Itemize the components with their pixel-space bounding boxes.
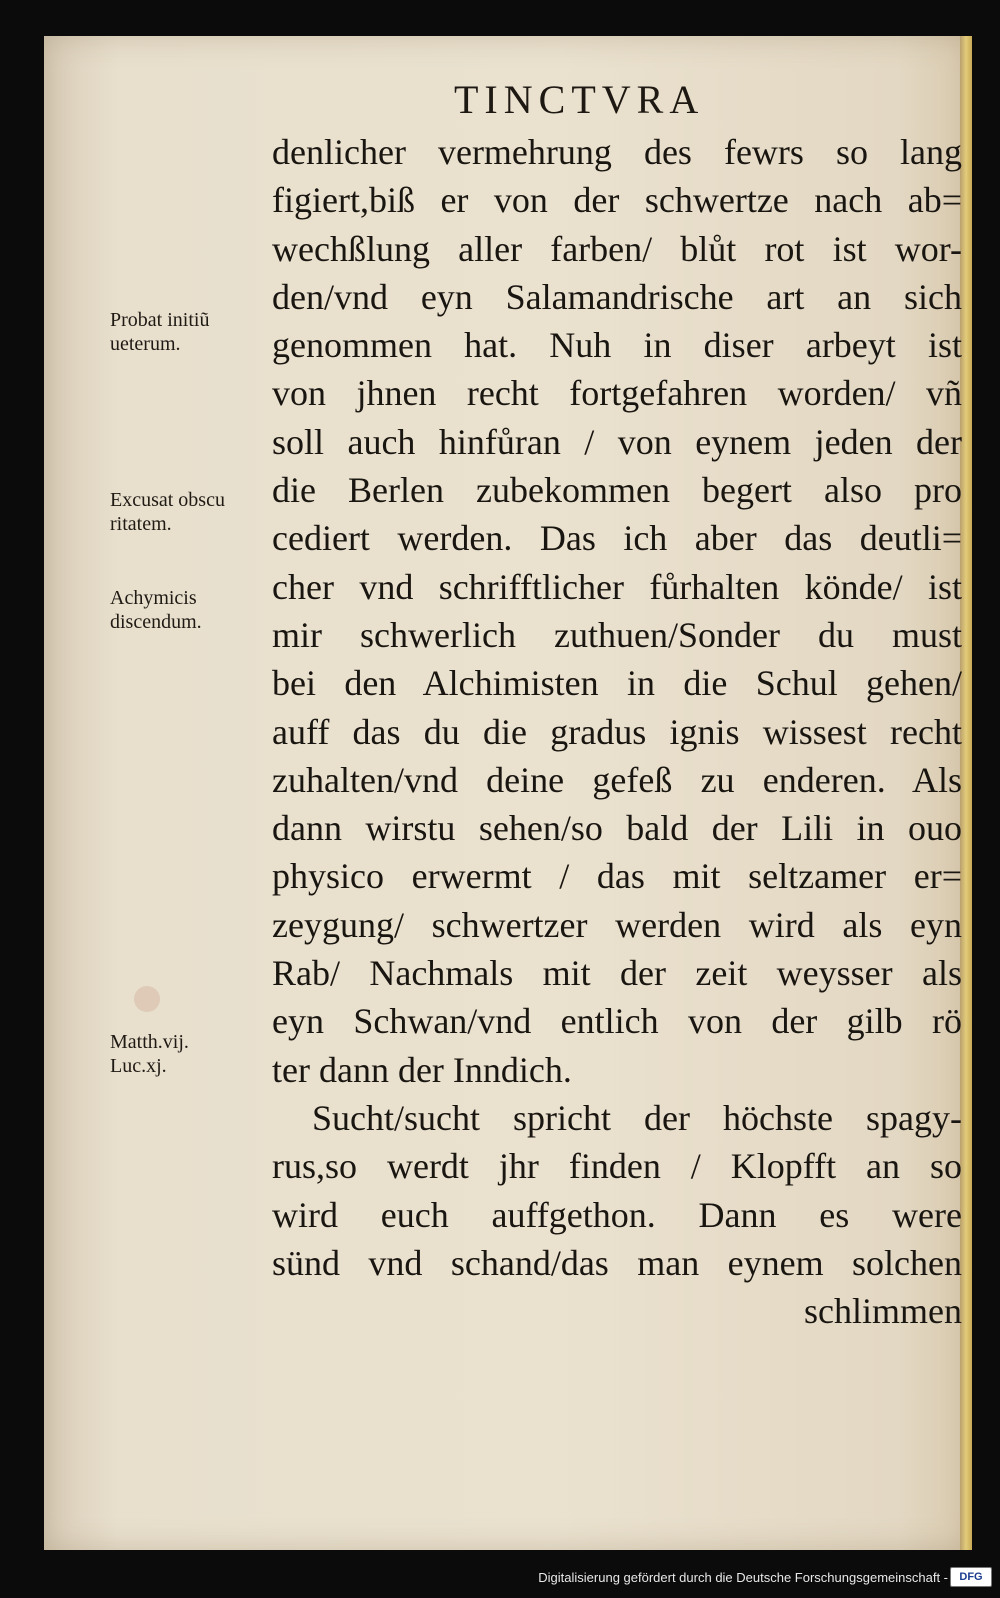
marginal-note-line: ueterum. [110, 333, 181, 355]
body-text [272, 128, 962, 1335]
text-line: wechßlung aller farben/ blůt rot ist wor- [272, 228, 962, 269]
marginal-note-line: Excusat obscu [110, 489, 225, 511]
book-page [44, 36, 972, 1550]
marginal-note-line: Luc.xj. [110, 1055, 167, 1077]
text-line: zeygung/ schwertzer werden wird als eyn [272, 904, 962, 945]
marginal-note-line: Matth.vij. [110, 1031, 189, 1053]
marginal-note [110, 1030, 270, 1078]
text-line: eyn Schwan/vnd entlich von der gilb rö [272, 1001, 962, 1042]
text-line: bei den Alchimisten in die Schul gehen/ [272, 663, 962, 704]
footer-bar [0, 1550, 1000, 1598]
text-line: den/vnd eyn Salamandrische art an sich [272, 276, 962, 317]
text-line: genommen hat. Nuh in diser arbeyt ist [272, 325, 962, 366]
dfg-logo-icon: DFG [950, 1567, 992, 1587]
text-line: denlicher vermehrung des fewrs so lang [272, 132, 962, 172]
text-line: auff das du die gradus ignis wissest recht [272, 711, 962, 752]
text-line: mir schwerlich zuthuen/Sonder du must [272, 614, 962, 655]
text-line: Sucht/sucht spricht der höchste spagy- [312, 1097, 962, 1138]
marginal-note [110, 308, 270, 356]
marginal-note-line: Achymicis [110, 587, 197, 609]
text-line: ter dann der Inndich. [272, 1049, 572, 1090]
marginal-note-line: Probat initiũ [110, 309, 210, 331]
marginal-note-line: discendum. [110, 611, 202, 633]
catchword: schlimmen [804, 1291, 962, 1332]
text-line: cher vnd schrifftlicher fůrhalten könde/ ist [272, 566, 962, 607]
text-line: von jhnen recht fortgefahren worden/ vñ [272, 373, 962, 414]
running-head: TINCTVRA [454, 77, 705, 122]
text-line: physico erwermt / das mit seltzamer er= [272, 856, 962, 897]
text-line: cediert werden. Das ich aber das deutli= [272, 518, 962, 559]
text-line: rus,so werdt jhr finden / Klopfft an so [272, 1146, 962, 1187]
text-line: wird euch auffgethon. Dann es were [272, 1194, 962, 1235]
text-line: sünd vnd schand/das man eynem solchen [272, 1242, 962, 1283]
marginal-note [110, 586, 270, 634]
text-line: zuhalten/vnd deine gefeß zu enderen. Als [272, 759, 962, 800]
text-line: Rab/ Nachmals mit der zeit weysser als [272, 953, 962, 994]
marginal-note [110, 488, 270, 536]
paper-stain [134, 986, 160, 1012]
text-line: dann wirstu sehen/so bald der Lili in ouo [272, 808, 962, 849]
funding-credit: Digitalisierung gefördert durch die Deutsche Forschungsgemeinschaft - [538, 1570, 948, 1585]
text-line: figiert,biß er von der schwertze nach ab= [272, 180, 962, 221]
marginal-note-line: ritatem. [110, 513, 172, 535]
text-line: die Berlen zubekommen begert also pro [272, 470, 962, 511]
text-line: soll auch hinfůran / von eynem jeden der [272, 421, 962, 462]
